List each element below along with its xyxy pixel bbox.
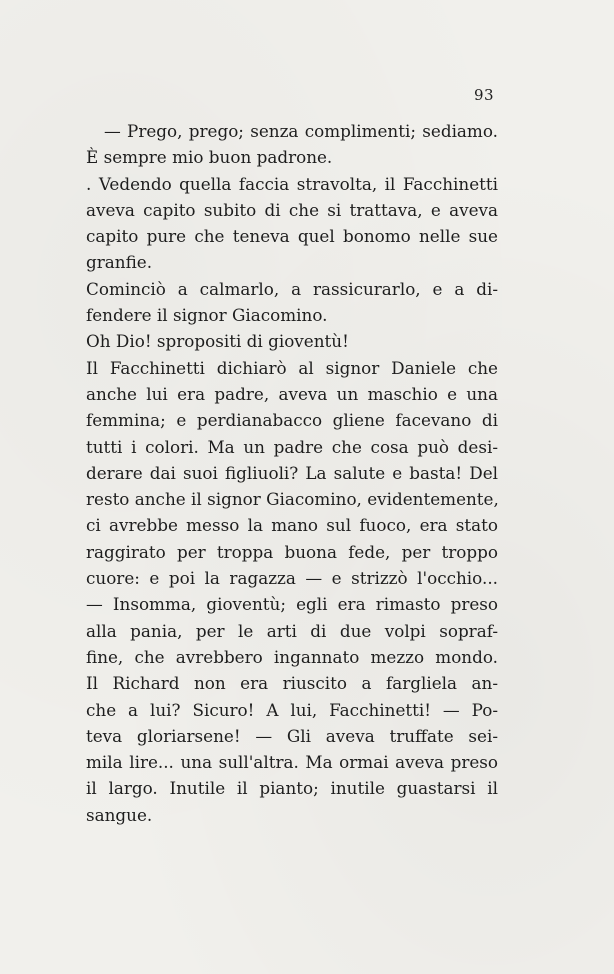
text-line: Il Richard non era riuscito a fargliela an- — [86, 673, 498, 694]
body-text — [86, 118, 498, 828]
text-line: teva gloriarsene! — Gli aveva truffate sei- — [86, 725, 498, 746]
text-line: fendere il signor Giacomino. — [86, 305, 328, 326]
text-line: — Insomma, gioventù; egli era rimasto preso — [86, 594, 498, 615]
text-line: tutti i colori. Ma un padre che cosa può desi- — [86, 436, 498, 457]
text-line: femmina; e perdianabacco gliene facevano di — [86, 410, 498, 431]
text-line: mila lire... una sull'altra. Ma ormai aveva preso — [86, 752, 498, 773]
text-line: Il Facchinetti dichiarò al signor Daniele che — [86, 357, 498, 378]
text-line: Cominciò a calmarlo, a rassicurarlo, e a di- — [86, 278, 498, 299]
text-line: che a lui? Sicuro! A lui, Facchinetti! — Po- — [86, 699, 498, 720]
text-line: anche lui era padre, aveva un maschio e una — [86, 383, 498, 404]
text-line: il largo. Inutile il pianto; inutile guastarsi il — [86, 778, 498, 799]
text-line: È sempre mio buon padrone. — [86, 147, 333, 168]
text-line: ci avrebbe messo la mano sul fuoco, era stato — [86, 515, 498, 536]
text-line: resto anche il signor Giacomino, evidentemente, — [86, 489, 499, 510]
page-number: 93 — [474, 86, 495, 104]
text-line: aveva capito subito di che si trattava, e aveva — [86, 199, 498, 220]
text-line: capito pure che teneva quel bonomo nelle sue — [86, 226, 498, 247]
text-line: Oh Dio! spropositi di gioventù! — [86, 331, 349, 352]
text-line: derare dai suoi figliuoli? La salute e basta! Del — [86, 462, 498, 483]
text-line: raggirato per troppa buona fede, per troppo — [86, 541, 498, 562]
text-line: . Vedendo quella faccia stravolta, il Facchinetti — [86, 173, 498, 194]
text-line: alla pania, per le arti di due volpi sopraf- — [86, 620, 498, 641]
text-line: sangue. — [86, 804, 153, 825]
text-line: cuore: e poi la ragazza — e strizzò l'occhio... — [86, 568, 498, 589]
text-line: fine, che avrebbero ingannato mezzo mondo. — [86, 646, 498, 667]
text-line: granfie. — [86, 252, 153, 273]
text-line: — Prego, prego; senza complimenti; sediamo. — [104, 121, 498, 141]
